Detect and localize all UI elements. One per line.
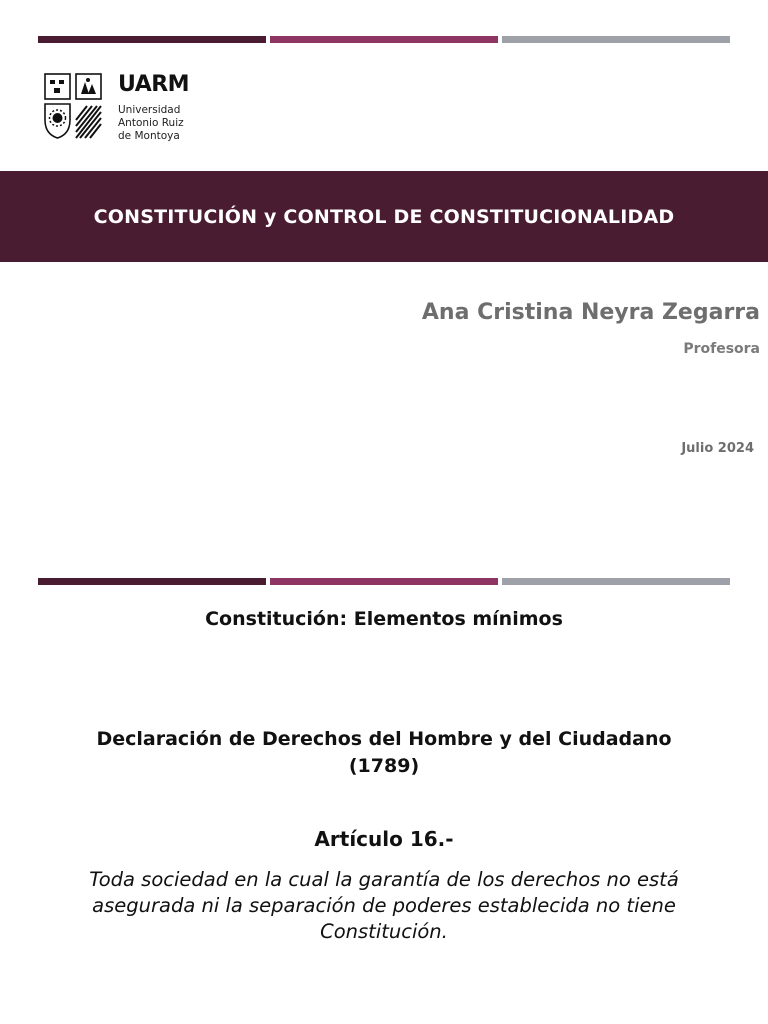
quote-line: asegurada ni la separación de poderes establecida no tiene [92,894,676,917]
logo-university-name [118,104,228,143]
article-quote [30,867,738,945]
university-logo [44,72,204,144]
top-bar-magenta [270,36,498,43]
quote-line: Toda sociedad en la cual la garantía de los derechos no está [89,868,679,891]
declaration-line: (1789) [348,755,420,777]
logo-acronym: UARM [118,72,190,97]
logo-name-line: Antonio Ruiz [118,117,184,129]
article-heading: Artículo 16.- [314,827,454,851]
university-crest-icon [44,72,104,140]
top-bar-dark [38,36,266,43]
section-bar-gray [502,578,730,585]
presentation-date: Julio 2024 [681,441,754,456]
logo-name-line: Universidad [118,104,181,116]
section-bar-dark [38,578,266,585]
section-title: Constitución: Elementos mínimos [205,608,563,630]
declaration-heading [30,726,738,780]
top-bar-gray [502,36,730,43]
logo-name-line: de Montoya [118,130,180,142]
quote-line: Constitución. [320,920,448,943]
slide-title: CONSTITUCIÓN y CONTROL DE CONSTITUCIONALIDAD [93,205,675,228]
author-role: Profesora [683,341,760,357]
section-bar-magenta [270,578,498,585]
declaration-line: Declaración de Derechos del Hombre y del Ciudadano [96,728,672,750]
title-band [0,171,768,262]
author-name: Ana Cristina Neyra Zegarra [421,300,760,325]
